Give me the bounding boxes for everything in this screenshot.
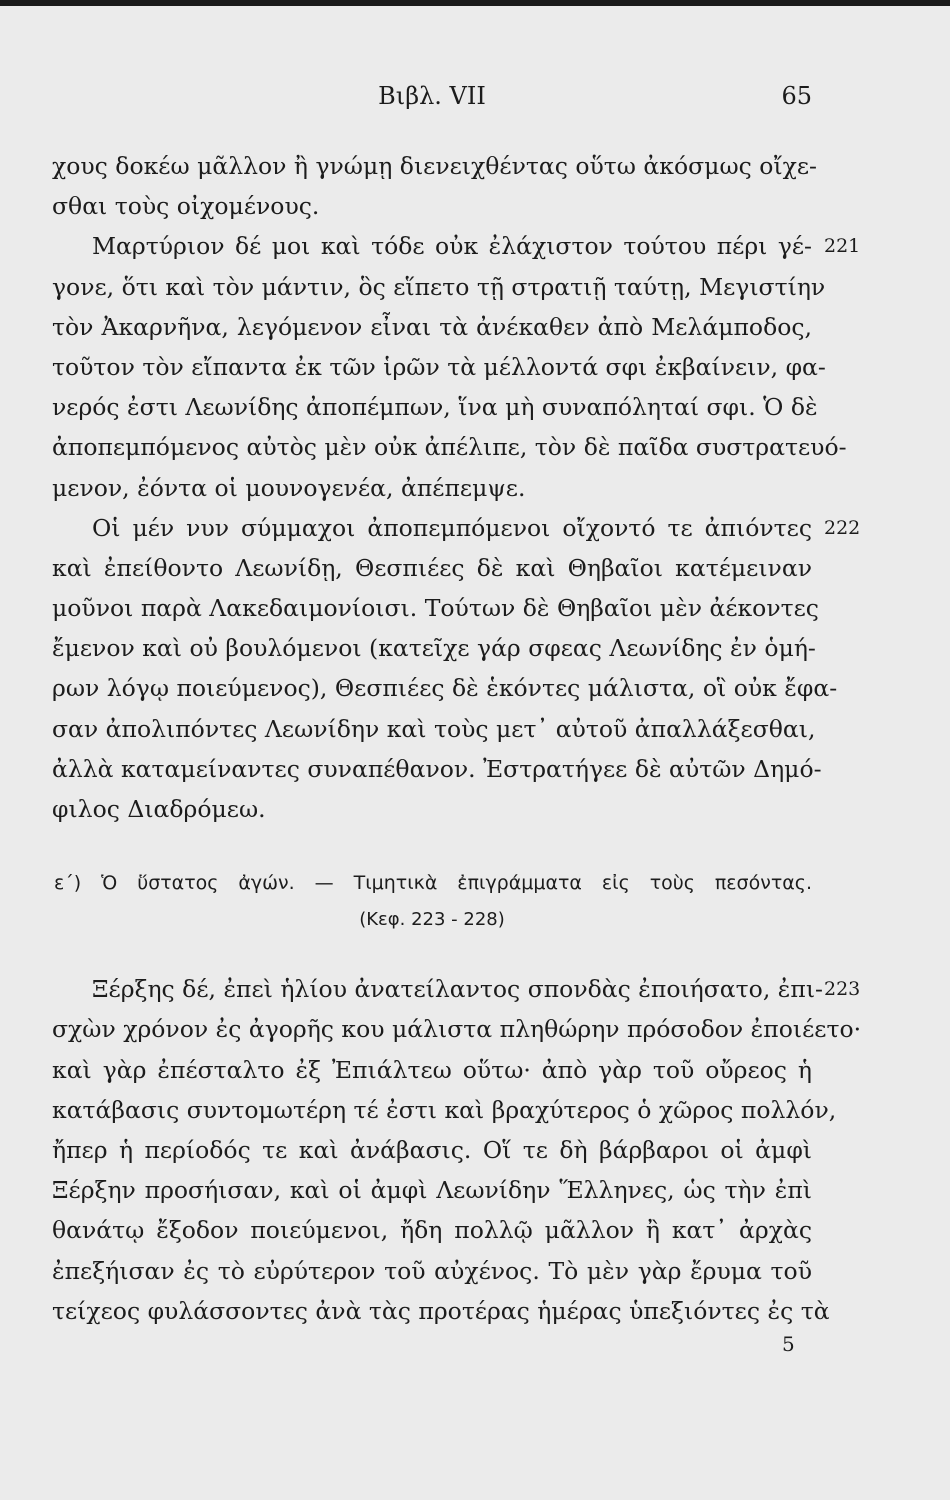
text-line: κατάβασις συντομωτέρη τέ ἐστι καὶ βραχύτερος ὁ χῶρος πολλόν, <box>52 1095 837 1124</box>
signature-mark: 5 <box>782 1332 795 1356</box>
text-line: θανάτῳ ἔξοδον ποιεύμενοι, ἤδη πολλῷ μᾶλλον ἢ κατ᾽ ἀρχὰς <box>52 1216 812 1245</box>
section-heading: ε΄) Ὁ ὕστατος ἀγών. — Τιμητικὰ ἐπιγράμματα εἰς τοὺς πεσόντας. <box>54 872 812 895</box>
text-line: τείχεος φυλάσσοντες ἀνὰ τὰς προτέρας ἡμέρας ὑπεξιόντες ἐς τὰ <box>52 1296 830 1325</box>
text-line: νερός ἐστι Λεωνίδης ἀποπέμπων, ἵνα μὴ συναπόληταί σφι. Ὁ δὲ <box>52 393 818 422</box>
text-line: καὶ ἐπείθοντο Λεωνίδῃ, Θεσπιέες δὲ καὶ Θηβαῖοι κατέμειναν <box>52 553 812 582</box>
running-title: Βιβλ. VII <box>378 82 486 110</box>
section-number-222: 222 <box>824 516 861 539</box>
section-number-223: 223 <box>824 978 861 1001</box>
line-text: Ξέρξης δέ, ἐπεὶ ἡλίου ἀνατείλαντος σπονδὰς ἐποιήσατο, ἐπι- <box>92 975 823 1004</box>
line-text: Οἱ μέν νυν σύμμαχοι ἀποπεμπόμενοι οἴχοντό τε ἀπιόντες <box>92 513 812 542</box>
text-line: Ξέρξην προσήισαν, καὶ οἱ ἀμφὶ Λεωνίδην Ἕλληνες, ὡς τὴν ἐπὶ <box>52 1176 812 1205</box>
spacer <box>52 943 812 969</box>
text-line: χους δοκέω μᾶλλον ἢ γνώμῃ διενειχθέντας οὕτω ἀκόσμως οἴχε- <box>52 152 817 180</box>
chapter-range: (Κεφ. 223 - 228) <box>359 909 505 931</box>
text-line: φιλος Διαδρόμεω. <box>52 795 266 823</box>
running-header <box>52 82 812 116</box>
text-line <box>52 969 861 1009</box>
text-line: τοῦτον τὸν εἴπαντα ἐκ τῶν ἱρῶν τὰ μέλλοντά σφι ἐκβαίνειν, φα- <box>52 352 826 381</box>
text-line: καὶ γὰρ ἐπέσταλτο ἐξ Ἐπιάλτεω οὕτω· ἀπὸ γὰρ τοῦ οὔρεος ἡ <box>52 1055 812 1084</box>
text-line: σχὼν χρόνον ἐς ἀγορῆς κου μάλιστα πληθώρην πρόσοδον ἐποιέετο· <box>52 1015 862 1044</box>
text-line: γονε, ὅτι καὶ τὸν μάντιν, ὃς εἵπετο τῇ στρατιῇ ταύτῃ, Μεγιστίην <box>52 272 826 301</box>
text-line: σαν ἀπολιπόντες Λεωνίδην καὶ τοὺς μετ᾽ αὐτοῦ ἀπαλλάξεσθαι, <box>52 714 816 743</box>
page-number: 65 <box>781 82 812 110</box>
spacer <box>52 829 812 863</box>
text-line: ἤπερ ἡ περίοδός τε καὶ ἀνάβασις. Οἵ τε δὴ βάρβαροι οἱ ἀμφὶ <box>52 1135 812 1164</box>
text-line: ἀποπεμπόμενος αὐτὸς μὲν οὐκ ἀπέλιπε, τὸν δὲ παῖδα συστρατευό- <box>52 433 847 462</box>
body-text <box>52 146 862 1331</box>
text-line: ἀλλὰ καταμείναντες συναπέθανον. Ἐστρατήγεε δὲ αὐτῶν Δημό- <box>52 754 822 783</box>
text-line: μοῦνοι παρὰ Λακεδαιμονίοισι. Τούτων δὲ Θηβαῖοι μὲν ἀέκοντες <box>52 594 819 623</box>
page-top-edge <box>0 0 950 6</box>
text-line <box>52 508 861 548</box>
line-text: Μαρτύριον δέ μοι καὶ τόδε οὐκ ἐλάχιστον τούτου πέρι γέ- <box>92 232 812 261</box>
text-line: ἔμενον καὶ οὐ βουλόμενοι (κατεῖχε γάρ σφεας Λεωνίδης ἐν ὁμή- <box>52 634 816 663</box>
text-line: ἐπεξήισαν ἐς τὸ εὐρύτερον τοῦ αὐχένος. Τὸ μὲν γὰρ ἔρυμα τοῦ <box>52 1256 812 1285</box>
text-line: σθαι τοὺς οἰχομένους. <box>52 192 320 221</box>
text-line: τὸν Ἀκαρνῆνα, λεγόμενον εἶναι τὰ ἀνέκαθεν ἀπὸ Μελάμποδος, <box>52 312 812 341</box>
text-line: μενον, ἐόντα οἱ μουνογενέα, ἀπέπεμψε. <box>52 473 526 502</box>
text-line <box>52 226 861 266</box>
text-line: ρων λόγῳ ποιεύμενος), Θεσπιέες δὲ ἑκόντες μάλιστα, οἳ οὐκ ἔφα- <box>52 674 838 703</box>
section-number-221: 221 <box>824 235 861 258</box>
